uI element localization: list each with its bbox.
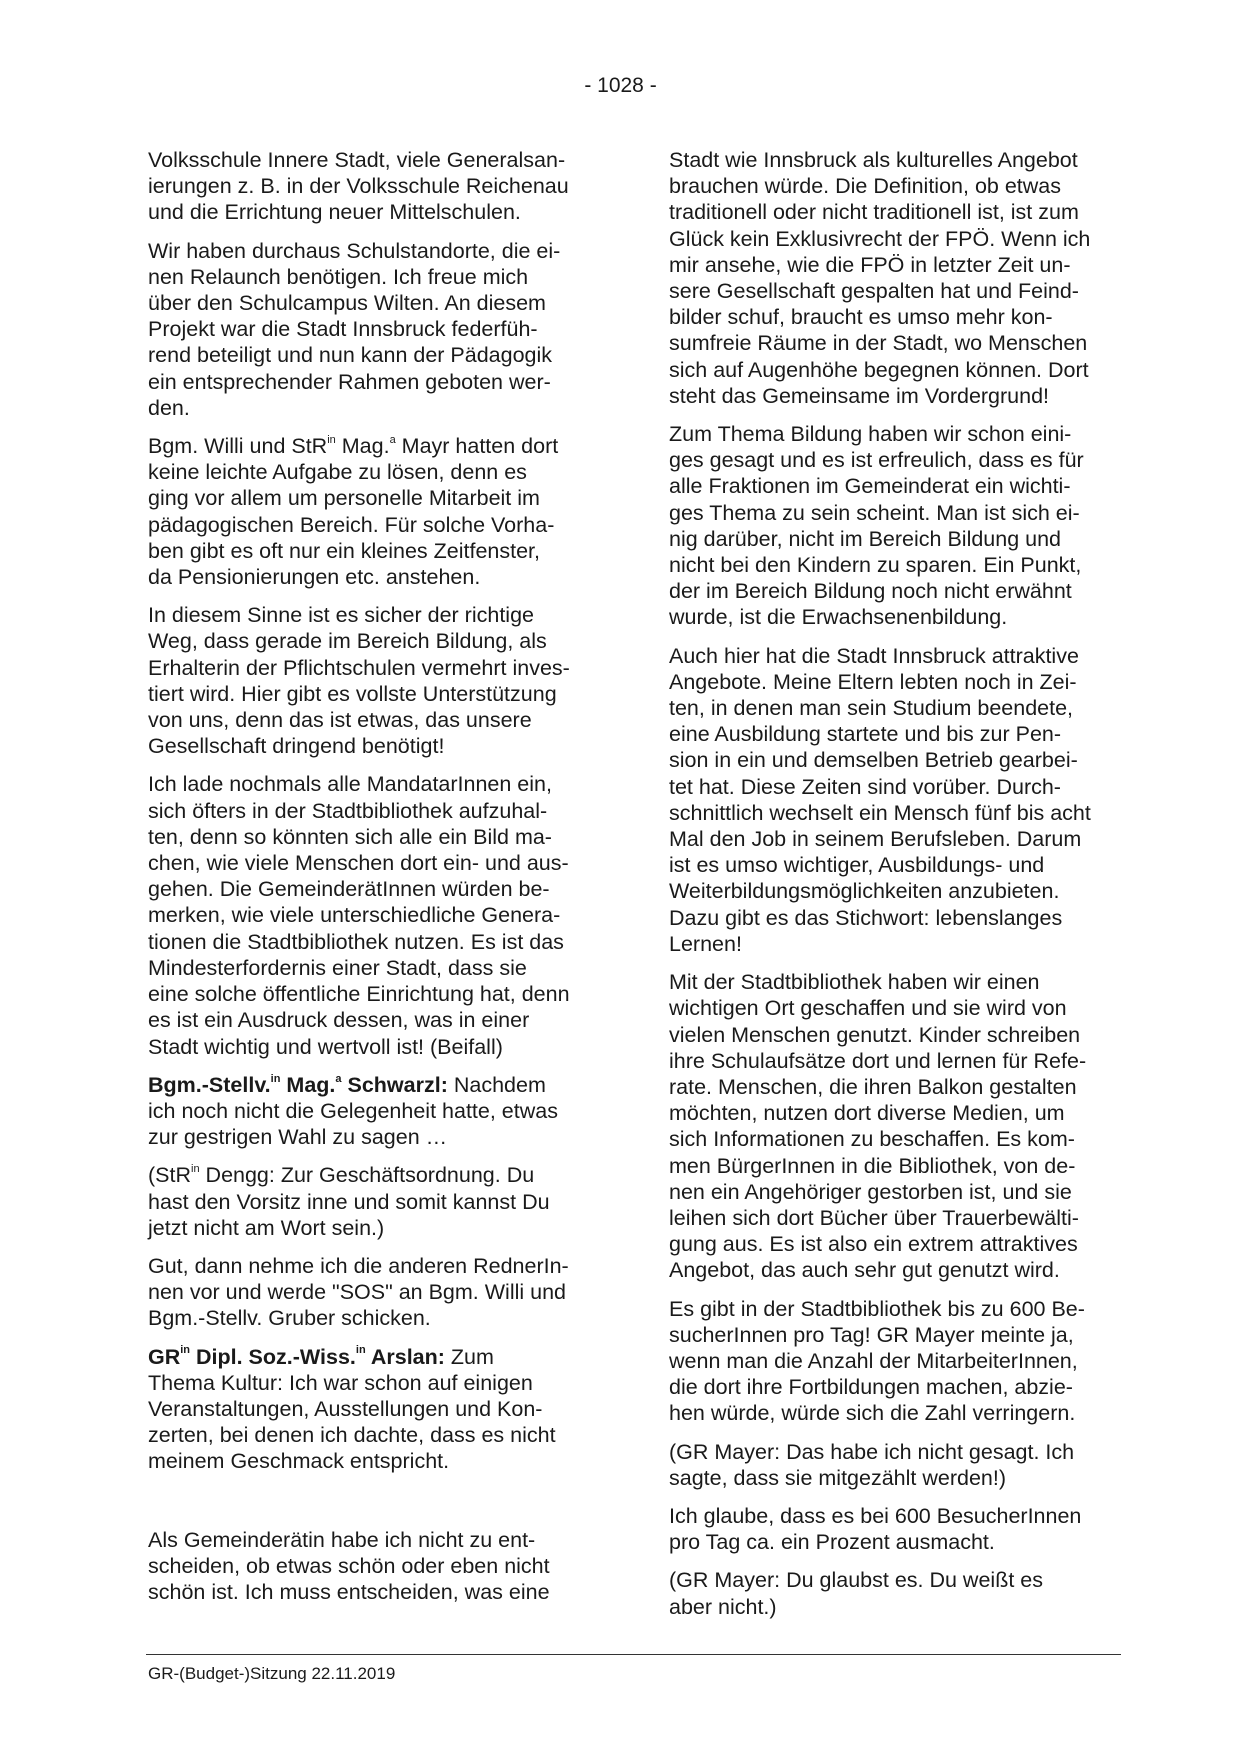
text-line: rend beteiligt und nun kann der Pädagogik	[148, 343, 553, 368]
text-line: sucherInnen pro Tag! GR Mayer meinte ja,	[669, 1322, 1074, 1347]
text-run: Dengg: Zur Geschäftsordnung. Du	[199, 1163, 535, 1188]
text-run: Dipl. Soz.-Wiss.	[190, 1344, 356, 1369]
text-line: zerten, bei denen ich dachte, dass es nicht	[148, 1423, 556, 1448]
text-line: pro Tag ca. ein Prozent ausmacht.	[669, 1530, 995, 1555]
text-line: sich Informationen zu beschaffen. Es kom-	[669, 1127, 1075, 1152]
text-line: sere Gesellschaft gespalten hat und Feind-	[669, 279, 1079, 304]
superscript: in	[355, 1344, 366, 1357]
text-line: Veranstaltungen, Ausstellungen und Kon-	[148, 1396, 543, 1421]
text-line: es ist ein Ausdruck dessen, was in einer	[148, 1008, 530, 1033]
superscript: a	[389, 433, 396, 446]
superscript: in	[191, 1163, 200, 1176]
text-line: von uns, denn das ist etwas, das unsere	[148, 708, 532, 733]
text-line: Gesellschaft dringend benötigt!	[148, 734, 445, 759]
text-line: tionen die Stadtbibliothek nutzen. Es ist das	[148, 929, 564, 954]
text-line: leihen sich dort Bücher über Trauerbewälti-	[669, 1205, 1079, 1230]
text-line: sion in ein und demselben Betrieb gearbei-	[669, 748, 1078, 773]
paragraph	[148, 1162, 608, 1241]
text-line: schnittlich wechselt ein Mensch fünf bis acht	[669, 800, 1091, 825]
text-line: Mal den Job in seinem Berufsleben. Darum	[669, 827, 1082, 852]
text-line: Als Gemeinderätin habe ich nicht zu ent-	[148, 1527, 536, 1552]
text-line: eine Ausbildung startete und bis zur Pen-	[669, 722, 1062, 747]
text-line: merken, wie viele unterschiedliche Genera-	[148, 903, 561, 928]
text-line: nen vor und werde "SOS" an Bgm. Willi und	[148, 1280, 566, 1305]
text-line: (GR Mayer: Du glaubst es. Du weißt es	[669, 1568, 1043, 1593]
text-line: wichtigen Ort geschaffen und sie wird von	[669, 996, 1067, 1021]
text-line: ges gesagt und es ist erfreulich, dass es für	[669, 448, 1084, 473]
text-line: Bgm.-Stellv. Gruber schicken.	[148, 1306, 431, 1331]
text-line: keine leichte Aufgabe zu lösen, denn es	[148, 460, 527, 485]
text-line: ten, in denen man sein Studium beendete,	[669, 696, 1074, 721]
text-line: pädagogischen Bereich. Für solche Vorha-	[148, 512, 555, 537]
text-line: meinem Geschmack entspricht.	[148, 1449, 450, 1474]
text-line: ierungen z. B. in der Volksschule Reichenau	[148, 174, 569, 199]
page-number: - 1028 -	[584, 74, 657, 97]
text-line: Dazu gibt es das Stichwort: lebenslanges	[669, 905, 1063, 930]
text-line: Volksschule Innere Stadt, viele Generalsan-	[148, 148, 566, 172]
text-line: ist es umso wichtiger, Ausbildungs- und	[669, 853, 1045, 878]
text-line: aber nicht.)	[669, 1594, 777, 1619]
text-line	[148, 1072, 608, 1098]
text-line: sumfreie Räume in der Stadt, wo Menschen	[669, 331, 1088, 356]
text-run: (StR	[148, 1163, 191, 1188]
text-run: Bgm. Willi und StR	[148, 434, 328, 459]
paragraph	[148, 238, 608, 421]
text-line: jetzt nicht am Wort sein.)	[148, 1215, 385, 1240]
text-line: Ich lade nochmals alle MandatarInnen ein,	[148, 772, 552, 797]
text-line	[148, 1162, 608, 1188]
text-line: alle Fraktionen im Gemeinderat ein wichti-	[669, 474, 1071, 499]
text-line: wenn man die Anzahl der MitarbeiterInnen,	[669, 1348, 1078, 1373]
text-line: schön ist. Ich muss entscheiden, was eine	[148, 1579, 550, 1604]
text-line: steht das Gemeinsame im Vordergrund!	[669, 383, 1050, 408]
text-line: ein entsprechender Rahmen geboten wer-	[148, 369, 551, 394]
paragraph	[669, 421, 1129, 631]
text-line: bilder schuf, braucht es umso mehr kon-	[669, 305, 1053, 330]
text-run: Mag.	[280, 1072, 336, 1097]
paragraph	[148, 147, 608, 226]
paragraph	[669, 147, 1129, 409]
text-line	[148, 1344, 608, 1370]
speaker-name	[148, 1345, 445, 1369]
text-run: Mayr hatten dort	[395, 434, 559, 459]
text-line: da Pensionierungen etc. anstehen.	[148, 565, 481, 590]
text-line: scheiden, ob etwas schön oder eben nicht	[148, 1553, 550, 1578]
paragraph	[669, 1296, 1129, 1427]
text-line: Auch hier hat die Stadt Innsbruck attraktive	[669, 643, 1079, 668]
text-line: Es gibt in der Stadtbibliothek bis zu 600 Be-	[669, 1296, 1085, 1321]
text-run: Schwarzl:	[341, 1072, 448, 1097]
text-line: ten, denn so könnten sich alle ein Bild ma-	[148, 824, 552, 849]
text-line: den.	[148, 395, 190, 420]
text-line: ben gibt es oft nur ein kleines Zeitfenster,	[148, 538, 541, 563]
superscript: in	[327, 433, 336, 446]
text-line: Wir haben durchaus Schulstandorte, die ei-	[148, 238, 561, 263]
text-line: nig darüber, nicht im Bereich Bildung und	[669, 526, 1062, 551]
text-line: tiert wird. Hier gibt es vollste Unterstützung	[148, 681, 557, 706]
text-line: gung aus. Es ist also ein extrem attraktives	[669, 1232, 1078, 1257]
paragraph	[148, 1072, 608, 1151]
text-line: traditionell oder nicht traditionell ist, ist zum	[669, 200, 1079, 225]
text-line: Angebote. Meine Eltern lebten noch in Zei-	[669, 669, 1077, 694]
text-line: Gut, dann nehme ich die anderen RednerIn-	[148, 1253, 569, 1278]
text-line: Projekt war die Stadt Innsbruck federfüh-	[148, 317, 538, 342]
text-line: die dort ihre Fortbildungen machen, abzie-	[669, 1375, 1073, 1400]
text-run: Arslan:	[365, 1344, 445, 1369]
speaker-name	[148, 1073, 448, 1097]
text-line: chen, wie viele Menschen dort ein- und aus-	[148, 851, 569, 876]
text-line: ging vor allem um personelle Mitarbeit im	[148, 486, 540, 511]
text-line: und die Errichtung neuer Mittelschulen.	[148, 200, 521, 225]
text-line: Lernen!	[669, 931, 742, 956]
paragraph	[148, 771, 608, 1059]
superscript: in	[180, 1344, 191, 1357]
text-line: Mit der Stadtbibliothek haben wir einen	[669, 970, 1040, 995]
text-line: ges Thema zu sein scheint. Man ist sich ei-	[669, 500, 1080, 525]
text-line: der im Bereich Bildung noch nicht erwähnt	[669, 579, 1072, 604]
text-run: Nachdem	[447, 1072, 546, 1097]
text-line: vielen Menschen genutzt. Kinder schreiben	[669, 1022, 1081, 1047]
superscript: a	[335, 1072, 342, 1085]
paragraph	[669, 643, 1129, 957]
text-line: Erhalterin der Pflichtschulen vermehrt inves-	[148, 655, 570, 680]
paragraph	[148, 1527, 608, 1606]
text-line: hast den Vorsitz inne und somit kannst Du	[148, 1189, 550, 1214]
text-line: hen würde, würde sich die Zahl verringern.	[669, 1401, 1076, 1426]
text-line: sagte, dass sie mitgezählt werden!)	[669, 1465, 1006, 1490]
text-line: Weiterbildungsmöglichkeiten anzubieten.	[669, 879, 1060, 904]
text-line: Stadt wie Innsbruck als kulturelles Angebot	[669, 148, 1078, 172]
superscript: in	[270, 1072, 281, 1085]
text-line: wurde, ist die Erwachsenenbildung.	[669, 605, 1008, 630]
paragraph	[148, 433, 608, 590]
text-line: In diesem Sinne ist es sicher der richtige	[148, 603, 534, 628]
footer-divider	[146, 1654, 1121, 1655]
paragraph	[148, 1253, 608, 1332]
text-run: Bgm.-Stellv.	[148, 1072, 271, 1097]
text-line: nen Relaunch benötigen. Ich freue mich	[148, 264, 529, 289]
text-line: brauchen würde. Die Definition, ob etwas	[669, 174, 1061, 199]
paragraph	[669, 969, 1129, 1283]
text-line: zur gestrigen Wahl zu sagen …	[148, 1125, 448, 1150]
text-line: ich noch nicht die Gelegenheit hatte, etwas	[148, 1098, 558, 1123]
paragraph	[148, 602, 608, 759]
text-line: nicht bei den Kindern zu sparen. Ein Punkt,	[669, 553, 1082, 578]
text-line: rate. Menschen, die ihren Balkon gestalten	[669, 1074, 1077, 1099]
text-line: Angebot, das auch sehr gut genutzt wird.	[669, 1258, 1060, 1283]
text-run: Mag.	[335, 434, 390, 459]
text-line: men BürgerInnen in die Bibliothek, von de-	[669, 1153, 1076, 1178]
text-line: nen ein Angehöriger gestorben ist, und sie	[669, 1179, 1072, 1204]
text-line: eine solche öffentliche Einrichtung hat, denn	[148, 982, 570, 1007]
text-line: (GR Mayer: Das habe ich nicht gesagt. Ich	[669, 1439, 1075, 1464]
text-line: Ich glaube, dass es bei 600 BesucherInnen	[669, 1503, 1082, 1528]
text-run: Zum	[444, 1344, 494, 1369]
text-line: ihre Schulaufsätze dort und lernen für Refe-	[669, 1048, 1087, 1073]
paragraph	[669, 1439, 1129, 1491]
paragraph	[669, 1503, 1129, 1555]
footer-text: GR-(Budget-)Sitzung 22.11.2019	[148, 1664, 396, 1683]
text-line: mir ansehe, wie die FPÖ in letzter Zeit un-	[669, 252, 1071, 277]
text-line: Mindesterfordernis einer Stadt, dass sie	[148, 955, 527, 980]
text-line: über den Schulcampus Wilten. An diesem	[148, 291, 546, 316]
text-line: sich auf Augenhöhe begegnen können. Dort	[669, 357, 1089, 382]
text-run: GR	[148, 1344, 181, 1369]
text-line: Thema Kultur: Ich war schon auf einigen	[148, 1370, 533, 1395]
left-column	[148, 147, 608, 1617]
paragraph	[148, 1344, 608, 1475]
text-line: Glück kein Exklusivrecht der FPÖ. Wenn ich	[669, 226, 1091, 251]
text-line: Zum Thema Bildung haben wir schon eini-	[669, 422, 1072, 447]
text-line: tet hat. Diese Zeiten sind vorüber. Durch-	[669, 774, 1061, 799]
text-line: Stadt wichtig und wertvoll ist! (Beifall)	[148, 1034, 503, 1059]
text-line: sich öfters in der Stadtbibliothek aufzuhal-	[148, 798, 548, 823]
text-line	[148, 433, 608, 459]
text-line: gehen. Die GemeinderätInnen würden be-	[148, 877, 550, 902]
right-column	[669, 147, 1129, 1632]
paragraph	[669, 1567, 1129, 1619]
text-line: Weg, dass gerade im Bereich Bildung, als	[148, 629, 547, 654]
text-line: möchten, nutzen dort diverse Medien, um	[669, 1101, 1065, 1126]
